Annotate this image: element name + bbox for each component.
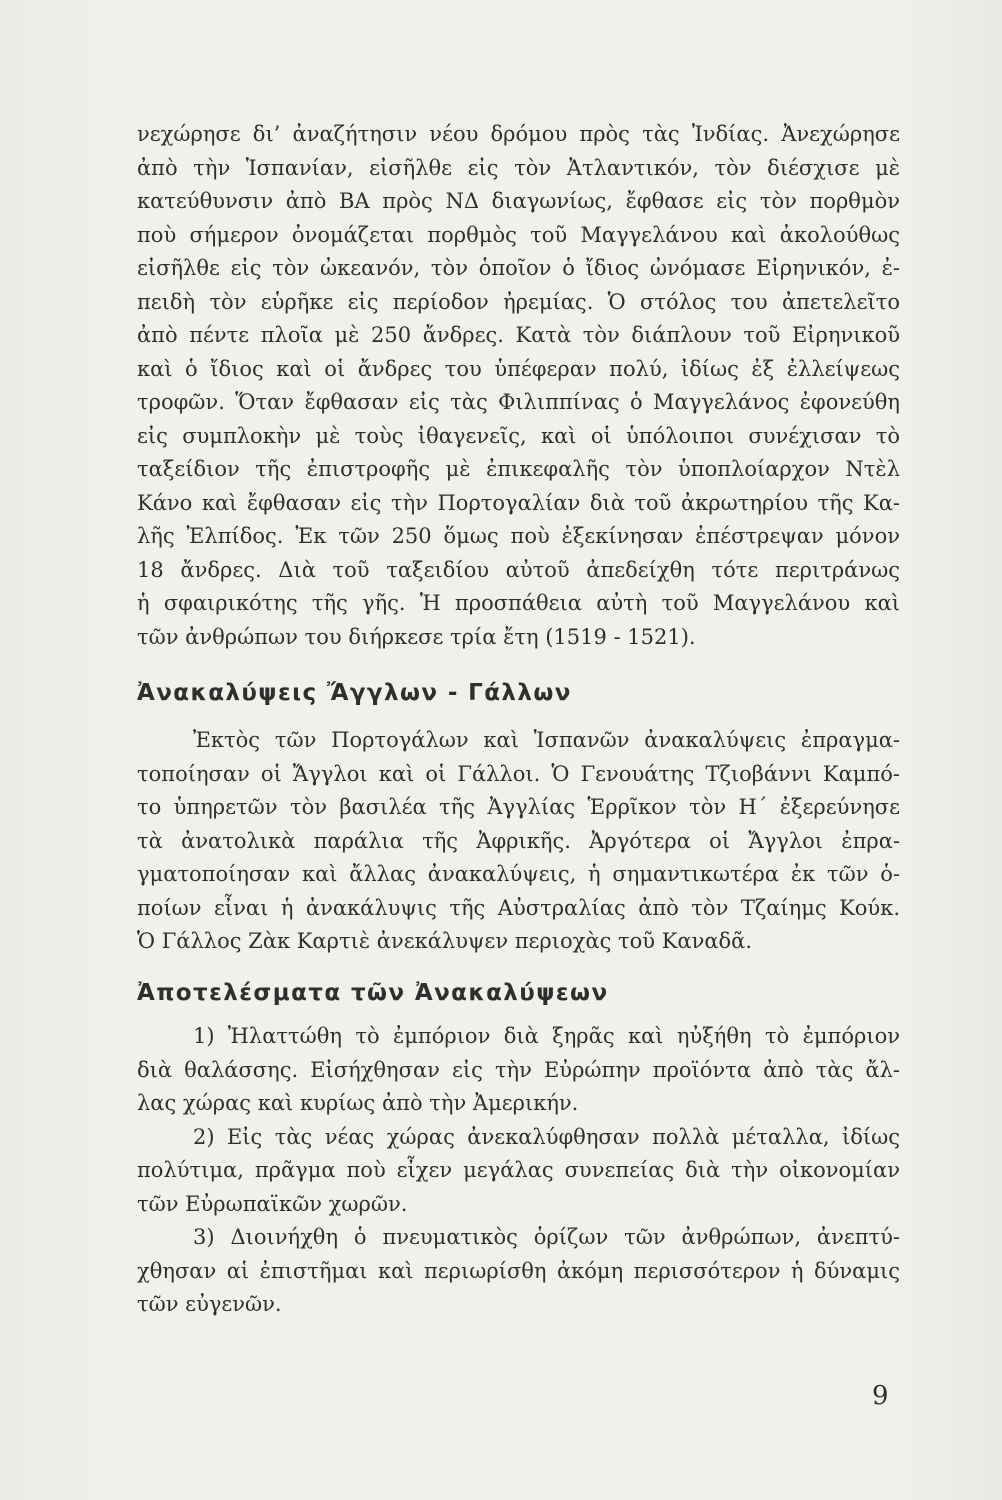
result-item <box>137 1221 900 1322</box>
text-line: Ὁ Γάλλος Ζὰκ Καρτιὲ ἀνεκάλυψεν περιοχὰς τοῦ Καναδᾶ. <box>137 929 753 953</box>
paragraph-english-french-discoveries <box>137 724 900 959</box>
paragraph-magellan-voyage <box>137 118 900 654</box>
text-line: ἀπὸ τὴν Ἱσπανίαν, εἰσῆλθε εἰς τὸν Ἀτλαντικόν, τὸν διέσχισε μὲ <box>137 155 900 180</box>
section-heading-results: Ἀποτελέσματα τῶν Ἀνακαλύψεων <box>137 980 609 1006</box>
text-line: γματοποίησαν καὶ ἄλλας ἀνακαλύψεις, ἡ σημαντικωτέρα ἐκ τῶν ὁ- <box>137 862 900 886</box>
text-line: τροφῶν. Ὅταν ἔφθασαν εἰς τὰς Φιλιππίνας ὁ Μαγγελάνος ἐφονεύθη <box>137 390 900 414</box>
results-list <box>137 1020 900 1322</box>
text-line: τὰ ἀνατολικὰ παράλια τῆς Ἀφρικῆς. Ἀργότερα οἱ Ἄγγλοι ἐπρα- <box>137 828 900 853</box>
text-line: τῶν Εὐρωπαϊκῶν χωρῶν. <box>137 1191 408 1216</box>
text-line: ποίων εἶναι ἡ ἀνακάλυψις τῆς Αὐστραλίας ἀπὸ τὸν Τζαίημς Κούκ. <box>137 895 900 920</box>
text-line: τοποίησαν οἱ Ἄγγλοι καὶ οἱ Γάλλοι. Ὁ Γενουάτης Τζιοβάννι Καμπό- <box>137 761 900 786</box>
text-line: 2) Εἰς τὰς νέας χώρας ἀνεκαλύφθησαν πολλὰ μέταλλα, ἰδίως <box>193 1124 900 1149</box>
text-line: διὰ θαλάσσης. Εἰσήχθησαν εἰς τὴν Εὐρώπην προϊόντα ἀπὸ τὰς ἄλ- <box>137 1057 900 1082</box>
text-line: ἀπὸ πέντε πλοῖα μὲ 250 ἄνδρες. Κατὰ τὸν διάπλουν τοῦ Εἰρηνικοῦ <box>137 323 900 347</box>
text-line: Κάνο καὶ ἔφθασαν εἰς τὴν Πορτογαλίαν διὰ τοῦ ἀκρωτηρίου τῆς Κα- <box>137 490 900 515</box>
text-line: το ὑπηρετῶν τὸν βασιλέα τῆς Ἀγγλίας Ἑρρῖκον τὸν Η΄ ἐξερεύνησε <box>137 795 900 819</box>
text-line: 3) Διοινήχθη ὁ πνευματικὸς ὁρίζων τῶν ἀνθρώπων, ἀνεπτύ- <box>193 1225 900 1249</box>
section-heading-english-french: Ἀνακαλύψεις Ἄγγλων - Γάλλων <box>137 680 572 706</box>
text-line: λας χώρας καὶ κυρίως ἀπὸ τὴν Ἀμερικήν. <box>137 1091 579 1115</box>
text-line: ταξείδιον τῆς ἐπιστροφῆς μὲ ἐπικεφαλῆς τὸν ὑποπλοίαρχον Ντὲλ <box>137 457 900 481</box>
text-line: κατεύθυνσιν ἀπὸ ΒΑ πρὸς ΝΔ διαγωνίως, ἔφθασε εἰς τὸν πορθμὸν <box>137 189 900 213</box>
text-line: ποὺ σήμερον ὀνομάζεται πορθμὸς τοῦ Μαγγελάνου καὶ ἀκολούθως <box>137 222 900 247</box>
result-item <box>137 1121 900 1222</box>
text-line: Ἐκτὸς τῶν Πορτογάλων καὶ Ἱσπανῶν ἀνακαλύψεις ἐπραγμα- <box>193 728 900 752</box>
text-line: ἡ σφαιρικότης τῆς γῆς. Ἡ προσπάθεια αὐτὴ τοῦ Μαγγελάνου καὶ <box>137 591 900 615</box>
page-number: 9 <box>872 1381 889 1411</box>
text-line: πειδὴ τὸν εὑρῆκε εἰς περίοδον ἠρεμίας. Ὁ στόλος του ἀπετελεῖτο <box>137 289 900 314</box>
text-line: πολύτιμα, πρᾶγμα ποὺ εἶχεν μεγάλας συνεπείας διὰ τὴν οἰκονομίαν <box>137 1158 900 1182</box>
text-line: νεχώρησε δι’ ἀναζήτησιν νέου δρόμου πρὸς τὰς Ἰνδίας. Ἀνεχώρησε <box>137 122 900 146</box>
text-line: καὶ ὁ ἴδιος καὶ οἱ ἄνδρες του ὑπέφεραν πολύ, ἰδίως ἐξ ἐλλείψεως <box>137 356 900 381</box>
text-line: εἰς συμπλοκὴν μὲ τοὺς ἰθαγενεῖς, καὶ οἱ ὑπόλοιποι συνέχισαν τὸ <box>137 423 900 448</box>
text-line: εἰσῆλθε εἰς τὸν ὠκεανόν, τὸν ὁποῖον ὁ ἴδιος ὠνόμασε Εἰρηνικόν, ἐ- <box>137 256 900 280</box>
text-line: 1) Ἠλαττώθη τὸ ἐμπόριον διὰ ξηρᾶς καὶ ηὐξήθη τὸ ἐμπόριον <box>193 1024 900 1048</box>
result-item <box>137 1020 900 1121</box>
text-line: λῆς Ἐλπίδος. Ἐκ τῶν 250 ὅμως ποὺ ἐξεκίνησαν ἐπέστρεψαν μόνον <box>137 524 900 548</box>
text-line: 18 ἄνδρες. Διὰ τοῦ ταξειδίου αὐτοῦ ἀπεδείχθη τότε περιτράνως <box>137 557 900 582</box>
text-line: τῶν ἀνθρώπων του διήρκεσε τρία ἔτη (1519 - 1521). <box>137 624 696 649</box>
text-line: τῶν εὐγενῶν. <box>137 1292 282 1316</box>
text-line: χθησαν αἱ ἐπιστῆμαι καὶ περιωρίσθη ἀκόμη περισσότερον ἡ δύναμις <box>137 1258 900 1283</box>
